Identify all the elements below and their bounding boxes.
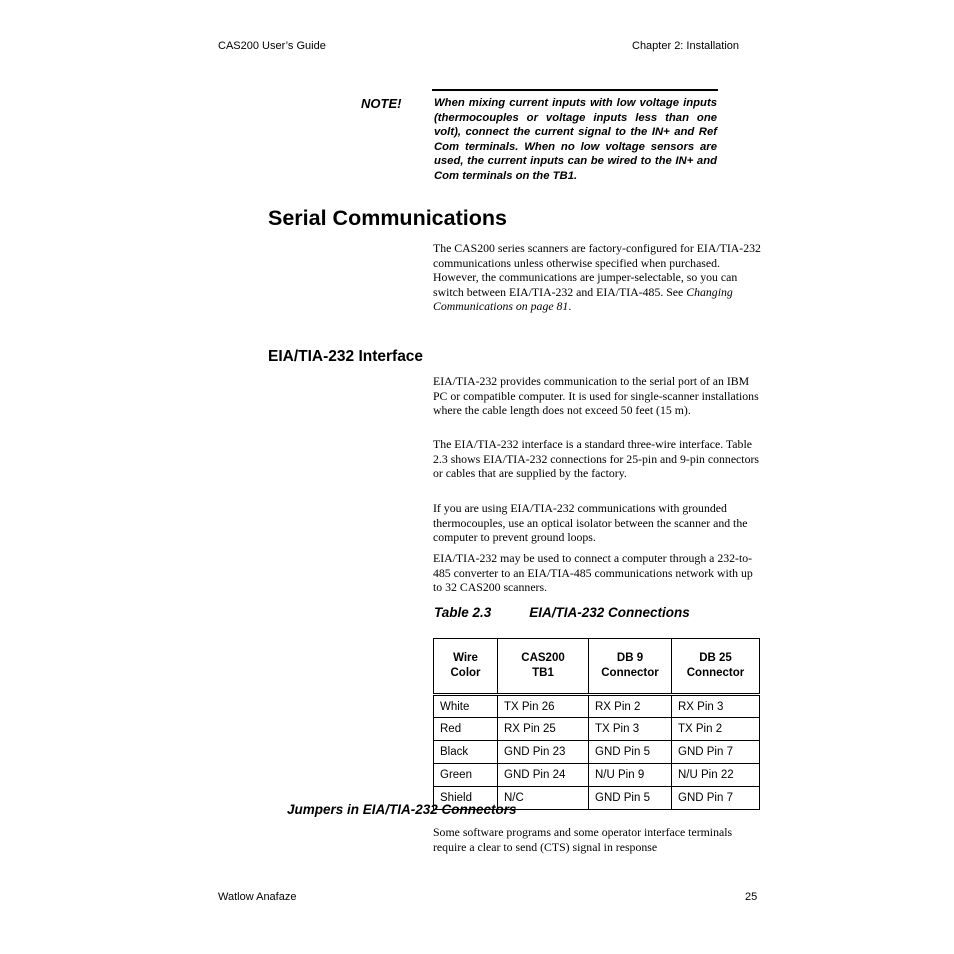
intro-text: The CAS200 series scanners are factory-configured for EIA/TIA-232 communications unless otherwise specified when purchased. However, the communications are jumper-selectable, so you can switch between EIA/TIA-232 and EIA/TIA-485. See [433,241,761,299]
page-header-title: CAS200 User’s Guide [218,40,326,52]
column-header: DB 9 Connector [589,639,672,695]
note-text: When mixing current inputs with low voltage inputs (thermocouples or voltage inputs less than one volt), connect the current signal to the IN+ and Ref Com terminals. When no low voltage sensors are used, the current inputs can be wired to the IN+ and Com terminals on the TB1. [434,97,717,182]
connections-table [433,638,760,810]
paragraph: EIA/TIA-232 provides communication to the serial port of an IBM PC or compatible computer. It is used for single-scanner installations where the cable length does not exceed 50 feet (15 m). [433,374,759,418]
subsection-heading: EIA/TIA-232 Interface [268,348,424,365]
table-cell: RX Pin 3 [672,695,760,718]
table-caption [434,605,690,620]
table-cell: GND Pin 7 [672,741,760,764]
intro-text-end: . [568,299,572,314]
page-footer-publisher: Watlow Anafaze [218,891,297,903]
table-title: EIA/TIA-232 Connections [529,605,690,620]
paragraph: Some software programs and some operator interface terminals require a clear to send (CTS) signal in response [433,825,733,854]
table-cell: TX Pin 2 [672,718,760,741]
table-cell: GND Pin 24 [498,764,589,787]
page-header-chapter: Chapter 2: Installation [632,40,740,52]
table-cell: GND Pin 23 [498,741,589,764]
paragraph: EIA/TIA-232 may be used to connect a computer through a 232-to-485 converter to an EIA/TIA-485 communications network with up to 32 CAS200 scanners. [433,551,753,595]
column-header: CAS200 TB1 [498,639,589,695]
table-cell: Green [434,764,498,787]
table-cell: N/C [498,787,589,810]
jumpers-heading: Jumpers in EIA/TIA-232 Connectors [287,802,517,817]
column-header: DB 25 Connector [672,639,760,695]
table-cell: RX Pin 25 [498,718,589,741]
table-cell: GND Pin 7 [672,787,760,810]
cross-reference-link[interactable]: Changing Communications on page 81 [433,284,733,314]
table-cell: GND Pin 5 [589,741,672,764]
table-header-row [434,639,760,695]
table-cell: TX Pin 26 [498,695,589,718]
page-number: 25 [745,891,758,903]
table-cell: TX Pin 3 [589,718,672,741]
table-cell: N/U Pin 22 [672,764,760,787]
section-heading: Serial Communications [268,206,507,230]
column-header: Wire Color [434,639,498,695]
table-cell: RX Pin 2 [589,695,672,718]
table-row [434,695,760,718]
table-row [434,718,760,741]
note-divider [432,89,718,91]
table-row [434,741,760,764]
table-cell: N/U Pin 9 [589,764,672,787]
note-label: NOTE! [361,96,402,111]
table-cell: GND Pin 5 [589,787,672,810]
table-cell: Black [434,741,498,764]
table-row [434,764,760,787]
table-cell: White [434,695,498,718]
table-cell: Red [434,718,498,741]
table-cell: Shield [434,787,498,810]
section-intro-paragraph [433,241,763,314]
table-number: Table 2.3 [434,605,492,620]
paragraph: If you are using EIA/TIA-232 communications with grounded thermocouples, use an optical isolator between the scanner and the computer to prevent ground loops. [433,501,748,545]
paragraph: The EIA/TIA-232 interface is a standard three-wire interface. Table 2.3 shows EIA/TIA-232 connections for 25-pin and 9-pin connectors or cables that are supplied by the factory. [433,437,759,481]
